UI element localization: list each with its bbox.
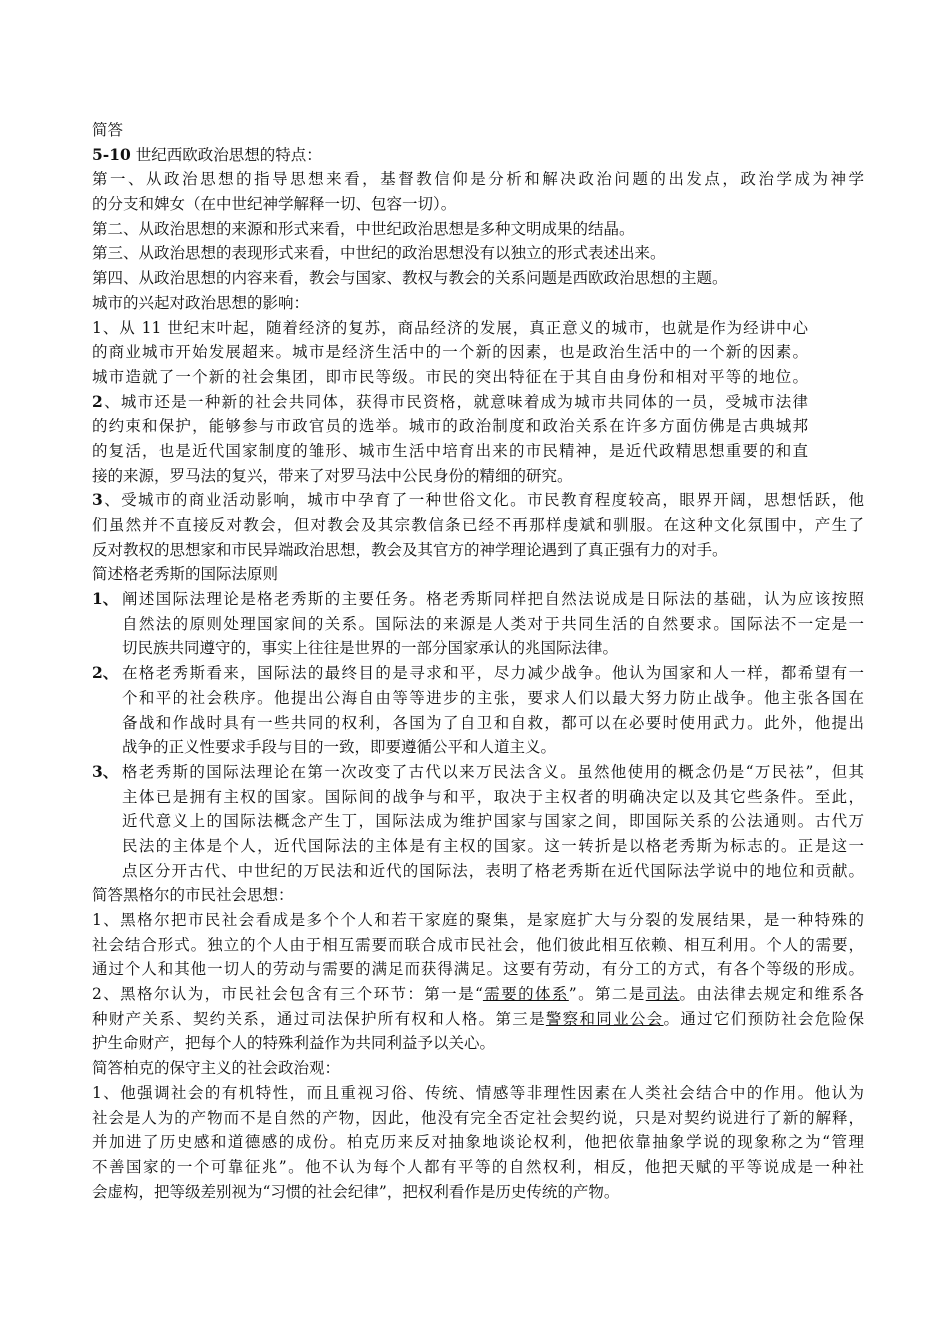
text-span: ”。第二是	[568, 985, 646, 1004]
text-line	[92, 390, 808, 415]
section-title: 简答黑格尔的市民社会思想：	[92, 886, 294, 905]
text-span: 2、黑格尔认为，市民社会包含有三个环节：第一是“	[92, 985, 483, 1004]
text-line: 自然法的原则处理国家间的关系。国际法的来源是人类对于共同生活的自然要求。国际法不一定是一	[122, 614, 864, 633]
text-line: 民法的主体是个人，近代国际法的主体是有主权的国家。这一转折是以格老秀斯为标志的。正是这一	[122, 836, 864, 855]
text-line	[92, 488, 864, 513]
text-line: 的商业城市开始发展超来。城市是经济生活中的一个新的因素，也是政治生活中的一个新的因素。	[92, 343, 808, 362]
list-item-number: 3、	[92, 761, 119, 781]
text-line	[92, 1007, 864, 1032]
text-line: 并加进了历史感和道德感的成份。柏克历来反对抽象地谈论权利，他把依靠抽象学说的现象称之为“管理	[92, 1133, 864, 1152]
list-item-number: 1、	[92, 589, 119, 609]
text-line: 第一、从政治思想的指导思想来看，基督教信仰是分析和解决政治问题的出发点，政治学成为神学	[92, 170, 864, 189]
underlined-term: 需要的体系	[482, 985, 569, 1004]
list-item	[92, 587, 864, 661]
text-line: 1、黑格尔把市民社会看成是多个个人和若干家庭的聚集，是家庭扩大与分裂的发展结果，是一种特殊的	[92, 911, 864, 929]
list-item	[92, 661, 864, 760]
text-span: 。由法律去规定和维系各	[679, 985, 864, 1004]
text-line: 社会是人为的产物而不是自然的产物，因此，他没有完全否定社会契约说，只是对契约说进行了新的解释，	[92, 1108, 864, 1127]
section-title-number: 5-10	[92, 144, 131, 164]
text-line: 第二、从政治思想的来源和形式来看，中世纪政治思想是多种文明成果的结晶。	[92, 219, 635, 238]
doc-heading: 简答	[92, 121, 124, 139]
text-line: 战争的正义性要求手段与目的一致，即要遵循公平和人道主义。	[122, 738, 557, 757]
text-line: 城市造就了一个新的社会集团，即市民等级。市民的突出特征在于其自由身份和相对平等的地位。	[92, 367, 808, 386]
text-line: 1、他强调社会的有机特性，而且重视习俗、传统、情感等非理性因素在人类社会结合中的作用。他认为	[92, 1083, 864, 1102]
text-line: 护生命财产，把每个人的特殊利益作为共同利益予以关心。	[92, 1034, 496, 1053]
text-line	[92, 982, 864, 1007]
text-line: 社会结合形式。独立的个人由于相互需要而联合成市民社会，他们彼此相互依赖、相互利用。个人的需要，	[92, 935, 864, 954]
section-title-text: 世纪西欧政治思想的特点：	[130, 145, 322, 164]
text-span: 、城市还是一种新的社会共同体，获得市民资格，就意味着成为城市共同体的一员，受城市法律	[102, 392, 808, 411]
text-line: 第三、从政治思想的表现形式来看，中世纪的政治思想没有以独立的形式表述出来。	[92, 244, 666, 263]
text-line: 备战和作战时具有一些共同的权利，各国为了自卫和自救，都可以在必要时使用武力。此外，他提出	[122, 713, 864, 732]
section-title: 简述格老秀斯的国际法原则	[92, 565, 279, 584]
text-line: 的分支和婢女（在中世纪神学解释一切、包容一切）。	[92, 195, 457, 214]
text-line: 格老秀斯的国际法理论在第一次改变了古代以来万民法含义。虽然他使用的概念仍是“万民祛”，但其	[122, 762, 864, 781]
section-title: 简答柏克的保守主义的社会政治观：	[92, 1059, 341, 1078]
text-span: 、受城市的商业活动影响，城市中孕育了一种世俗文化。市民教育程度较高，眼界开阔，思想恬跃，他	[102, 491, 864, 510]
section-title	[92, 143, 864, 168]
text-span: 种财产关系、契约关系，通过司法保护所有权和人格。第三是	[92, 1009, 546, 1028]
text-line: 切民族共同遵守的，事实上往往是世界的一部分国家承认的兆国际法律。	[122, 639, 619, 658]
paragraph-number: 3	[92, 490, 103, 510]
text-span: 。通过它们预防社会危险保	[663, 1009, 864, 1028]
text-line: 1、从 11 世纪末叶起，随着经济的复苏，商品经济的发展，真正意义的城市，也就是作为经讲中心	[92, 318, 808, 337]
paragraph-number: 2	[92, 391, 103, 411]
text-line: 会虚构，把等级差别视为“习惯的社会纪律”，把权利看作是历史传统的产物。	[92, 1182, 620, 1201]
text-line: 通过个人和其他一切人的劳动与需要的满足而获得满足。这要有劳动，有分工的方式，有各个等级的形成。	[92, 960, 864, 979]
text-line: 们虽然并不直接反对教会，但对教会及其宗教信条已经不再那样虔斌和驯服。在这种文化氛围中，产生了	[92, 516, 864, 534]
list-item	[92, 760, 864, 883]
underlined-term: 警察和同业公会	[545, 1009, 664, 1028]
text-line: 反对教权的思想家和市民异端政治思想，教会及其官方的神学理论遇到了真正强有力的对手。	[92, 540, 728, 559]
text-line: 第四、从政治思想的内容来看，教会与国家、教权与教会的关系问题是西欧政治思想的主题。	[92, 269, 728, 288]
text-line: 在格老秀斯看来，国际法的最终目的是寻求和平，尽力减少战争。他认为国家和人一样，都希望有一	[122, 664, 864, 683]
text-line: 的复活，也是近代国家制度的雏形、城市生活中培育出来的市民精神，是近代政精思想重要的和直	[92, 441, 808, 460]
text-line: 个和平的社会秩序。他提出公海自由等等进步的主张，要求人们以最大努力防止战争。他主张各国在	[122, 688, 864, 707]
text-line: 主体已是拥有主权的国家。国际间的战争与和平，取决于主权者的明确决定以及其它些条件。至此，	[122, 787, 864, 806]
text-line: 的约束和保护，能够参与市政官员的选举。城市的政治制度和政治关系在许多方面仿佛是古典城邦	[92, 417, 808, 436]
text-line: 不善国家的一个可靠征兆”。他不认为每个人都有平等的自然权利，相反，他把天赋的平等说成是一种社	[92, 1157, 864, 1176]
text-line: 接的来源，罗马法的复兴，带来了对罗马法中公民身份的精细的研究。	[92, 466, 573, 485]
text-line: 点区分开古代、中世纪的万民法和近代的国际法，表明了格老秀斯在近代国际法学说中的地位和贡献。	[122, 861, 864, 880]
underlined-term: 司法	[645, 985, 680, 1004]
document-page	[92, 118, 864, 1204]
list-item-number: 2、	[92, 663, 119, 683]
text-line: 阐述国际法理论是格老秀斯的主要任务。格老秀斯同样把自然法说成是日际法的基础，认为应该按照	[122, 590, 864, 609]
text-line: 近代意义上的国际法概念产生丁，国际法成为维护国家与国家之间，即国际关系的公法通则。古代万	[122, 812, 864, 831]
section-title: 城市的兴起对政治思想的影响：	[92, 293, 310, 312]
